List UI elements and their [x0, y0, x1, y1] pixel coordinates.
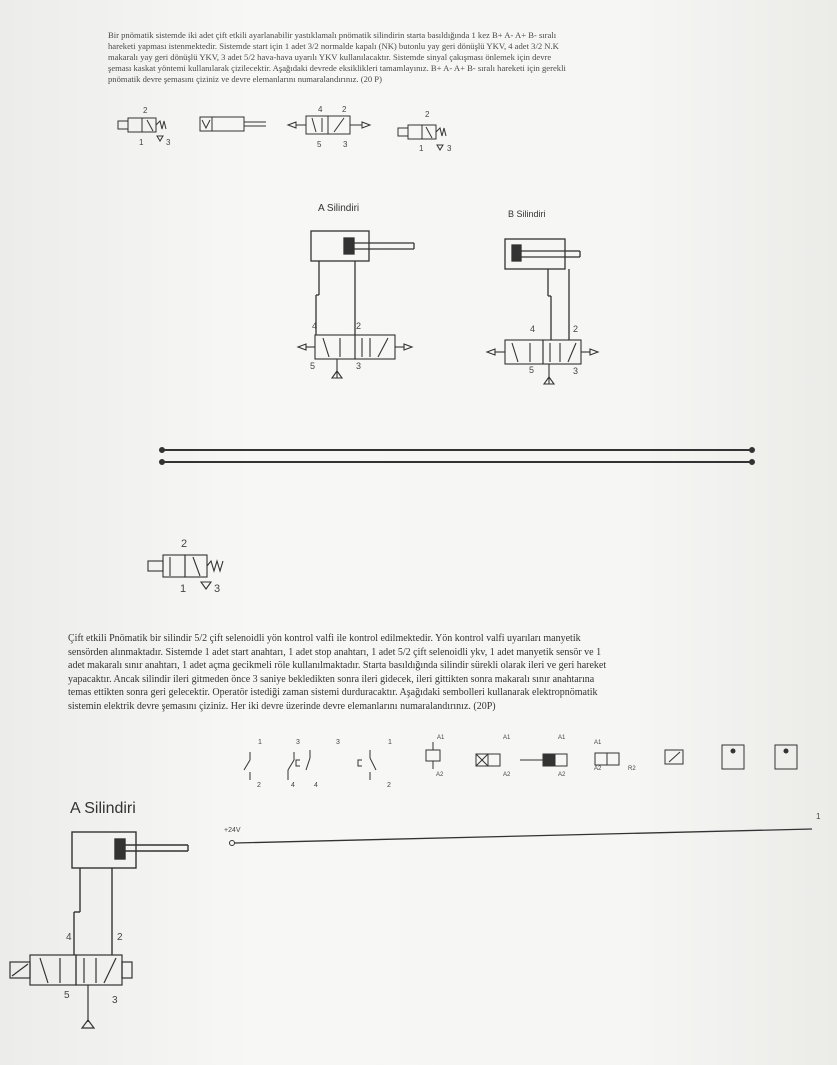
supply-rail: [230, 829, 813, 846]
question1-line: Bir pnömatik sistemde iki adet çift etkili ayarlanabilir yastıklamalı pnömatik silindirin starta basıldığında 1 kez B+ A- A+ B- sıralı: [108, 30, 557, 40]
question1-line: makaralı yay geri dönüşlü YKV, 3 adet 5/2 hava-hava uyarılı YKV kullanılacaktır. Sistemde sinyal çakışması önlemek için devre: [108, 52, 552, 62]
symbol-label: A1: [503, 735, 511, 741]
port-label: 3: [343, 140, 348, 149]
port-label: 4: [318, 105, 323, 114]
symbol-label: A2: [503, 772, 511, 778]
port-label: 2: [573, 324, 579, 334]
cylinder-icon: [200, 117, 266, 131]
symbol-label: A2: [436, 772, 444, 778]
supply-lines: [162, 450, 752, 462]
supply-label: +24V: [224, 827, 241, 834]
symbol-label: A2: [558, 772, 566, 778]
port-label: 2: [143, 106, 148, 115]
port-label: 1: [419, 144, 424, 153]
question2-line: Çift etkili Pnömatik bir silindir 5/2 çift selenoidli yön kontrol valfi ile kontrol edilmektedir. Yön kontrol valfi uyarıları manyetik: [68, 633, 581, 644]
symbol-label: 4: [314, 782, 318, 789]
symbol-label: A1: [437, 735, 445, 741]
question2-line: adet makaralı sınır anahtarı, 1 adet açma gecikmeli röle kullanılmaktadır. Starta basıldığında silindir sürekli olarak ileri ve geri hareket: [68, 660, 607, 671]
port-label: 4: [312, 321, 318, 331]
cylinder-a: [311, 231, 414, 335]
port-label: 3: [214, 583, 221, 595]
port-label: 3: [166, 138, 171, 147]
question1-line: hareketi yapması istenmektedir. Sistemde start için 1 adet 3/2 normalde kapalı (NK) butonlu yay geri dönüşlü YKV, 4 adet 3/2 N.K: [108, 41, 559, 51]
question2-text: [68, 632, 813, 713]
valve-5-2-a: [298, 335, 412, 378]
symbol-label: 1: [258, 739, 262, 746]
port-label: 5: [317, 140, 322, 149]
port-label: 5: [529, 365, 535, 375]
question2-line: sensörden alınmaktadır. Sistemde 1 adet start anahtarı, 1 adet stop anahtarı, 1 adet 5/2 çift selenoidli ykv, 1 adet manyetik sensör ve 1: [68, 646, 602, 658]
symbol-label: 4: [291, 782, 295, 789]
symbol-label: 2: [257, 782, 261, 789]
question1-line: pnömatik devre şemasını çiziniz ve devre elemanlarını numaralandırınız. (20 P): [108, 74, 382, 84]
cylinder-a-bottom: [72, 832, 188, 955]
electrical-symbols: [244, 742, 797, 780]
bottom-cylinder-label: A Silindiri: [70, 800, 136, 817]
port-label: 4: [530, 324, 536, 334]
question2-line: yapacaktır. Ancak silindir ileri gitmeden önce 3 saniye bekledikten sonra ileri gidecek, ileri gittikten sonra makaralı sınır anahtarına: [68, 673, 595, 685]
rail-end-label: 1: [816, 812, 821, 821]
question2-line: sistemin elektrik devre şemasını çiziniz. Her iki devre üzerinde devre elemanlarını numaralandırınız. (20P): [68, 700, 496, 712]
valve-5-2-icon: [288, 116, 370, 134]
port-label: 2: [117, 932, 123, 943]
symbol-label: A1: [558, 735, 566, 741]
port-label: 5: [64, 990, 70, 1001]
symbol-label: 2: [387, 782, 391, 789]
symbol-label: A1: [594, 740, 602, 746]
symbol-label: 1: [388, 739, 392, 746]
valve-5-2-b: [487, 340, 598, 384]
cylinder-a-label: A Silindiri: [318, 203, 360, 214]
cylinder-b-label: B Silindiri: [508, 209, 546, 219]
port-label: 2: [425, 110, 430, 119]
symbol-label: 3: [336, 739, 340, 746]
port-label: 2: [342, 105, 347, 114]
port-label: 2: [181, 538, 188, 550]
question1-line: şeması kaskat yöntemi kullanılarak çizilecektir. Aşağıdaki devrede eksiklikleri tamamlayınız. B+ A- A+ B- sıralı hareketi için gerekli: [108, 63, 566, 73]
port-label: 2: [356, 321, 362, 331]
port-label: 1: [180, 583, 187, 595]
port-label: 5: [310, 361, 316, 371]
valve-5-2-bottom: [10, 955, 132, 1028]
symbol-label: R2: [628, 766, 636, 772]
port-label: 3: [112, 995, 118, 1006]
port-label: 3: [573, 366, 579, 376]
symbol-label: 3: [296, 739, 300, 746]
symbol-label: A2: [594, 766, 602, 772]
question2-line: temas ettikten sonra geri gelecektir. Operatör istediği zaman sistemi durduracaktır. Aşağıdaki sembolleri kullanarak elektropnömatik: [68, 687, 598, 698]
port-label: 3: [356, 361, 362, 371]
port-label: 1: [139, 138, 144, 147]
port-label: 4: [66, 932, 72, 943]
cylinder-b: [505, 239, 580, 340]
port-label: 3: [447, 144, 452, 153]
